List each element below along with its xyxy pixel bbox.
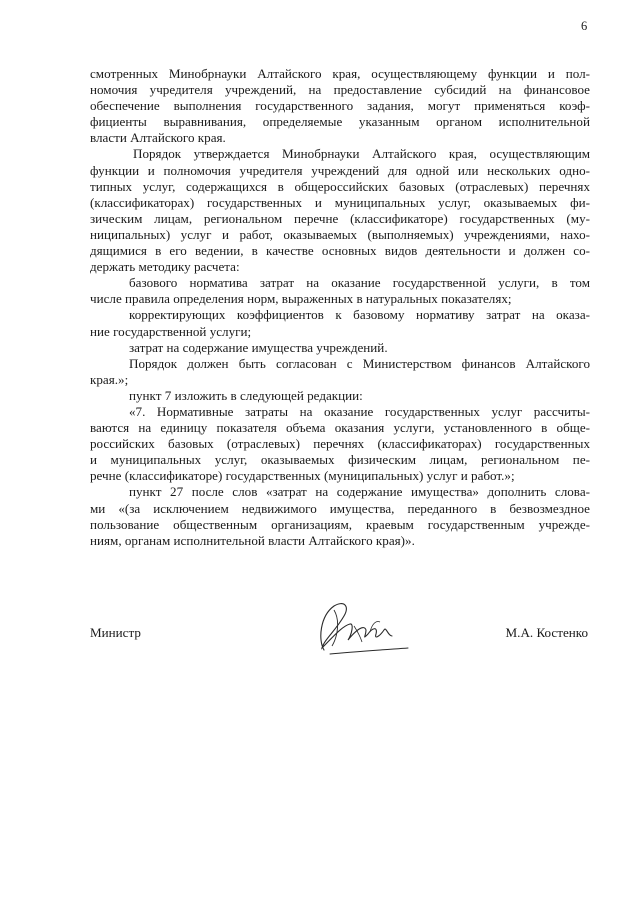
signatory-name: М.А. Костенко [505,625,588,640]
text-line: номочия учредителя учреждений, на предоставление субсидий на финансовое [90,82,590,98]
text-line: зическим лицам, региональном перечне (классификаторе) государственных (му- [90,210,590,226]
text-line: пункт 27 после слов «затрат на содержание имущества» дополнить слова- [129,484,590,500]
text-line: «7. Нормативные затраты на оказание государственных услуг рассчиты- [129,403,590,419]
text-line: числе правила определения норм, выраженных в натуральных показателях; [90,291,512,307]
text-line: Порядок должен быть согласован с Министерством финансов Алтайского [129,355,590,371]
page-number: 6 [581,19,588,33]
text-line: и муниципальных услуг, оказываемых физическим лицам, региональном пе- [90,452,590,468]
text-line: власти Алтайского края. [90,130,226,146]
document-body [90,66,590,549]
text-line: дящимися в его ведении, в качестве основных видов деятельности и должен со- [90,243,590,259]
text-line: обеспечение выполнения государственного задания, могут применяться коэф- [90,98,590,114]
text-line: ми «(за исключением недвижимого имущества, переданного в безвозмездное [90,500,590,516]
text-line: пункт 7 изложить в следующей редакции: [129,387,363,403]
handwritten-signature [310,596,410,662]
text-line: корректирующих коэффициентов к базовому нормативу затрат на оказа- [129,307,590,323]
text-line: края.»; [90,371,129,387]
text-line: смотренных Минобрнауки Алтайского края, осуществляющему функции и пол- [90,66,590,81]
text-line: ние государственной услуги; [90,323,252,339]
text-line: типных услуг, содержащихся в общероссийских базовых (отраслевых) перечнях [90,178,590,194]
signatory-title: Министр [90,625,141,640]
text-line: ниципальных) услуг и работ, оказываемых (выполняемых) учреждениями, нахо- [90,226,590,242]
text-line: ниям, органам исполнительной власти Алтайского края)». [90,532,415,548]
text-line: затрат на содержание имущества учреждений. [129,339,388,355]
text-line: (классификаторах) государственных и муниципальных услуг, оказываемых фи- [90,194,590,210]
text-line: фициенты выравнивания, определяемые указанным органом исполнительной [90,114,590,130]
text-line: российских базовых (отраслевых) перечнях (классификаторах) государственных [90,436,590,452]
text-line: держать методику расчета: [90,259,240,275]
text-line: Порядок утверждается Минобрнауки Алтайского края, осуществляющим [133,146,590,162]
text-line: функции и полномочия учредителя учреждений для одной или нескольких одно- [90,162,590,178]
signature-block [90,596,600,666]
text-line: базового норматива затрат на оказание государственной услуги, в том [129,275,590,291]
text-line: ваются на единицу показателя объема оказания услуги, установленного в обще- [90,420,590,436]
text-line: пользование общественным организациям, краевым государственным учрежде- [90,516,590,532]
text-line: речне (классификаторе) государственных (муниципальных) услуг и работ.»; [90,468,515,484]
